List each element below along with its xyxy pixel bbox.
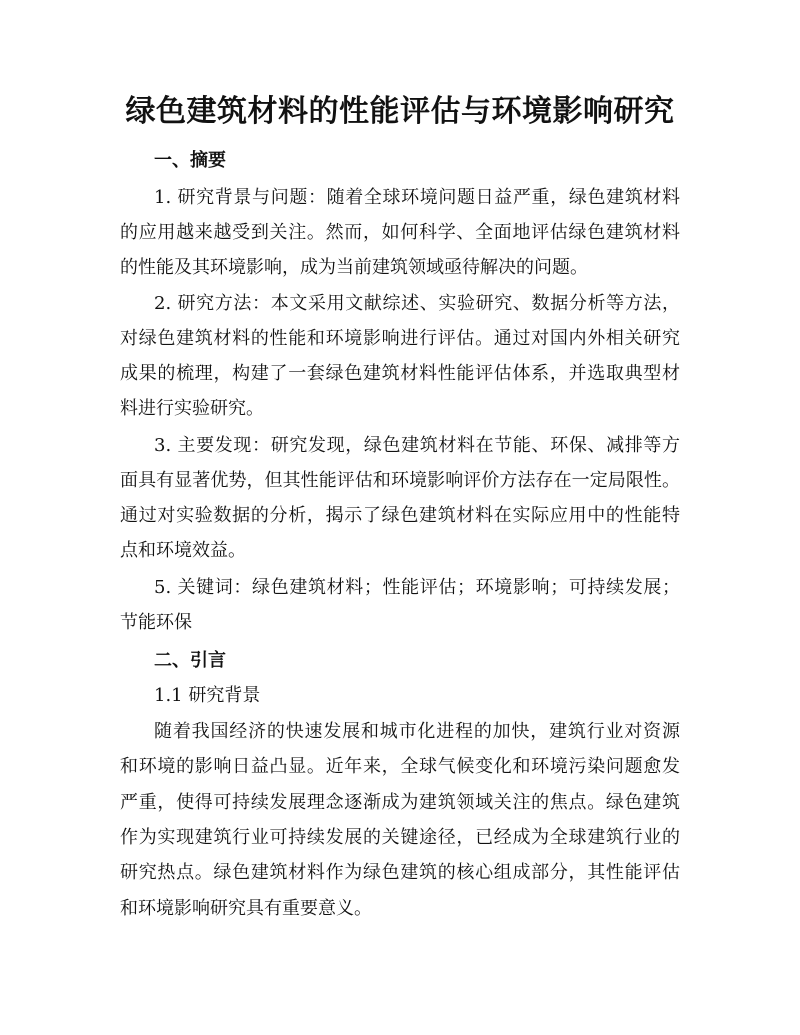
paragraph-line: 的性能及其环境影响，成为当前建筑领域亟待解决的问题。	[120, 257, 588, 278]
paragraph-line: 点和环境效益。	[120, 540, 246, 561]
paragraph-line: 通过对实验数据的分析，揭示了绿色建筑材料在实际应用中的性能特	[120, 505, 680, 526]
section-heading-abstract: 一、摘要	[154, 150, 226, 171]
paragraph-line: 严重，使得可持续发展理念逐渐成为建筑领域关注的焦点。绿色建筑	[120, 792, 680, 813]
paragraph-line: 节能环保	[120, 612, 192, 633]
paragraph-line: 面具有显著优势，但其性能评估和环境影响评价方法存在一定局限性。	[120, 470, 680, 491]
paragraph-line: 对绿色建筑材料的性能和环境影响进行评估。通过对国内外相关研究	[120, 328, 680, 349]
paragraph-line: 3. 主要发现：研究发现，绿色建筑材料在节能、环保、减排等方	[154, 435, 680, 456]
paragraph-line: 1. 研究背景与问题：随着全球环境问题日益严重，绿色建筑材料	[154, 187, 680, 208]
paragraph-line: 随着我国经济的快速发展和城市化进程的加快，建筑行业对资源	[154, 721, 680, 742]
paragraph-line: 和环境的影响日益凸显。近年来，全球气候变化和环境污染问题愈发	[120, 756, 680, 777]
subsection-heading: 1.1 研究背景	[154, 685, 261, 706]
paragraph-line: 研究热点。绿色建筑材料作为绿色建筑的核心组成部分，其性能评估	[120, 862, 680, 883]
paragraph-line: 和环境影响研究具有重要意义。	[120, 898, 372, 919]
paragraph-line: 成果的梳理，构建了一套绿色建筑材料性能评估体系，并选取典型材	[120, 363, 680, 384]
paragraph-line: 的应用越来越受到关注。然而，如何科学、全面地评估绿色建筑材料	[120, 222, 680, 243]
paragraph-line: 料进行实验研究。	[120, 398, 264, 419]
paragraph-line: 5. 关键词：绿色建筑材料；性能评估；环境影响；可持续发展；	[154, 577, 680, 598]
document-title: 绿色建筑材料的性能评估与环境影响研究	[125, 94, 675, 129]
paragraph-line: 2. 研究方法：本文采用文献综述、实验研究、数据分析等方法，	[154, 293, 680, 314]
section-heading-introduction: 二、引言	[154, 650, 226, 671]
paragraph-line: 作为实现建筑行业可持续发展的关键途径，已经成为全球建筑行业的	[120, 827, 680, 848]
